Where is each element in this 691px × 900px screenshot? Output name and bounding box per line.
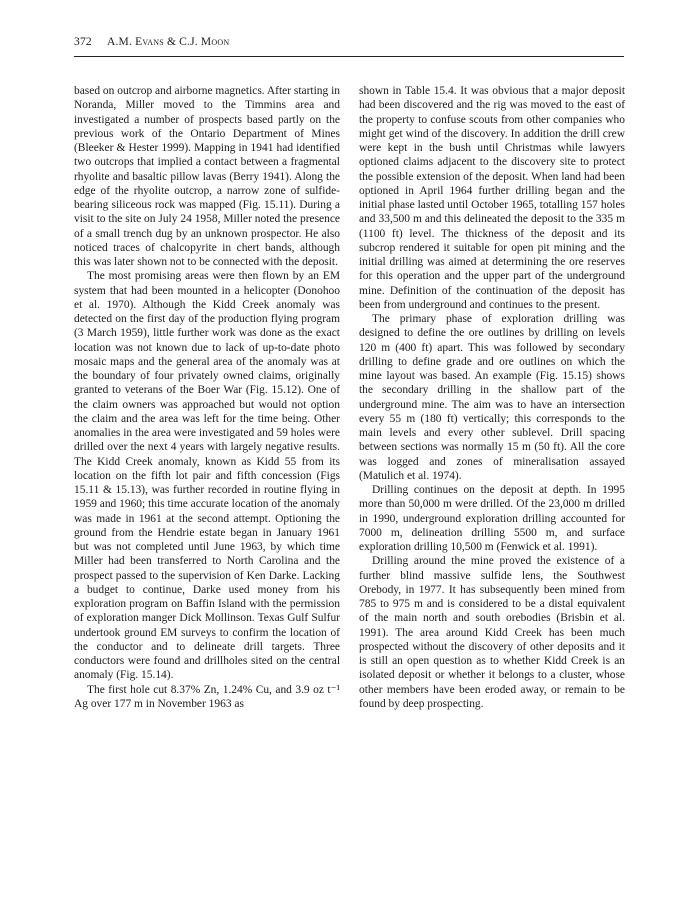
paragraph: Drilling around the mine proved the existence of a further blind massive sulfide lens, the Southwest Orebody, in 1977. It has subsequently been mined from 785 to 975 m and is considered to be a distal equivalent of the main north and south orebodies (Brisbin et al. 1991). The area around Kidd Creek has been much prospected without the discovery of other deposits and it is still an open question as to whether Kidd Creek is an isolated deposit or whether it belongs to a cluster, whose other members have been eroded away, or remain to be found by deep prospecting. [359,555,625,710]
running-head [74,36,624,56]
running-head-authors: A.M. Evans & C.J. Moon [106,36,230,48]
paragraph: based on outcrop and airborne magnetics. After starting in Noranda, Miller moved to the Timmins area and investigated a number of prospects based partly on the previous work of the Ontario Department of Mines (Bleeker & Hester 1999). Mapping in 1941 had identified two outcrops that implied a contact between a fragmental rhyolite and basaltic pillow lavas (Berry 1941). Along the edge of the rhyolite outcrop, a narrow zone of sulfide-bearing siliceous rock was mapped (Fig. 15.11). During a visit to the site on July 24 1958, Miller noted the presence of a small trench dug by an unknown prospector. He also noticed traces of chalcopyrite in chert bands, although this was later shown not to be connected with the deposit. [74,85,340,268]
paragraph: The primary phase of exploration drilling was designed to define the ore outlines by drilling on levels 120 m (400 ft) apart. This was followed by secondary drilling to define grade and ore outlines on which the mine layout was based. An example (Fig. 15.15) shows the secondary drilling in the shallow part of the underground mine. The aim was to have an intersection every 55 m (180 ft) vertically; this corresponds to the main levels and every other sublevel. Drill spacing between sections was normally 15 m (50 ft). All the core was logged and zones of mineralisation assayed (Matulich et al. 1974). [359,313,625,482]
page-number: 372 [74,36,92,48]
right-column [359,84,625,711]
paragraph: The most promising areas were then flown by an EM system that had been mounted in a helicopter (Donohoo et al. 1970). Although the Kidd Creek anomaly was detected on the first day of the production flying program (3 March 1959), little further work was done as the exact location was not known due to lack of up-to-date photo mosaic maps and the general area of the anomaly was at the boundary of four privately owned claims, originally granted to veterans of the Boer War (Fig. 15.12). One of the claim owners was approached but would not option the claim and the area was left for the time being. Other anomalies in the area were investigated and 59 holes were drilled over the next 4 years with largely negative results. The Kidd Creek anomaly, known as Kidd 55 from its location on the fifth lot pair and fifth concession (Figs 15.11 & 15.13), was further recorded in routine flying in 1959 and 1960; this time accurate location of the anomaly was made in 1961 at the second attempt. Optioning the ground from the Hendrie estate began in January 1961 but was not completed until June 1963, by which time Miller had been transferred to North Carolina and the prospect passed to the supervision of Ken Darke. Lacking a budget to continue, Darke used money from his exploration program on Baffin Island with the permission of exploration manger Dick Mollinson. Texas Gulf Sulfur undertook ground EM surveys to confirm the location of the conductor and to delineate drill targets. Three conductors were found and drillholes sited on the central anomaly (Fig. 15.14). [74,270,340,682]
paragraph: Drilling continues on the deposit at depth. In 1995 more than 50,000 m were drilled. Of the 23,000 m drilled in 1990, underground exploration drilling accounted for 7000 m, delineation drilling 5500 m, and surface exploration drilling 10,500 m (Fenwick et al. 1991). [359,484,625,553]
header-rule [74,56,624,57]
paragraph: shown in Table 15.4. It was obvious that a major deposit had been discovered and the rig was moved to the east of the property to confuse scouts from other companies who might get wind of the discovery. In addition the drill crew were kept in the bush until Christmas while lawyers optioned claims adjacent to the discovery site to protect the possible extension of the deposit. When land had been optioned in April 1964 further drilling began and the initial phase lasted until October 1965, totalling 157 holes and 33,500 m and this delineated the deposit to the 335 m (1100 ft) level. The thickness of the deposit and its subcrop rendered it suitable for open pit mining and the initial drilling was aimed at determining the ore reserves for this operation and the upper part of the underground mine. Definition of the continuation of the deposit has been from underground and continues to the present. [359,85,625,311]
paragraph: The first hole cut 8.37% Zn, 1.24% Cu, and 3.9 oz t⁻¹ Ag over 177 m in November 1963 as [74,683,340,710]
left-column [74,84,340,711]
